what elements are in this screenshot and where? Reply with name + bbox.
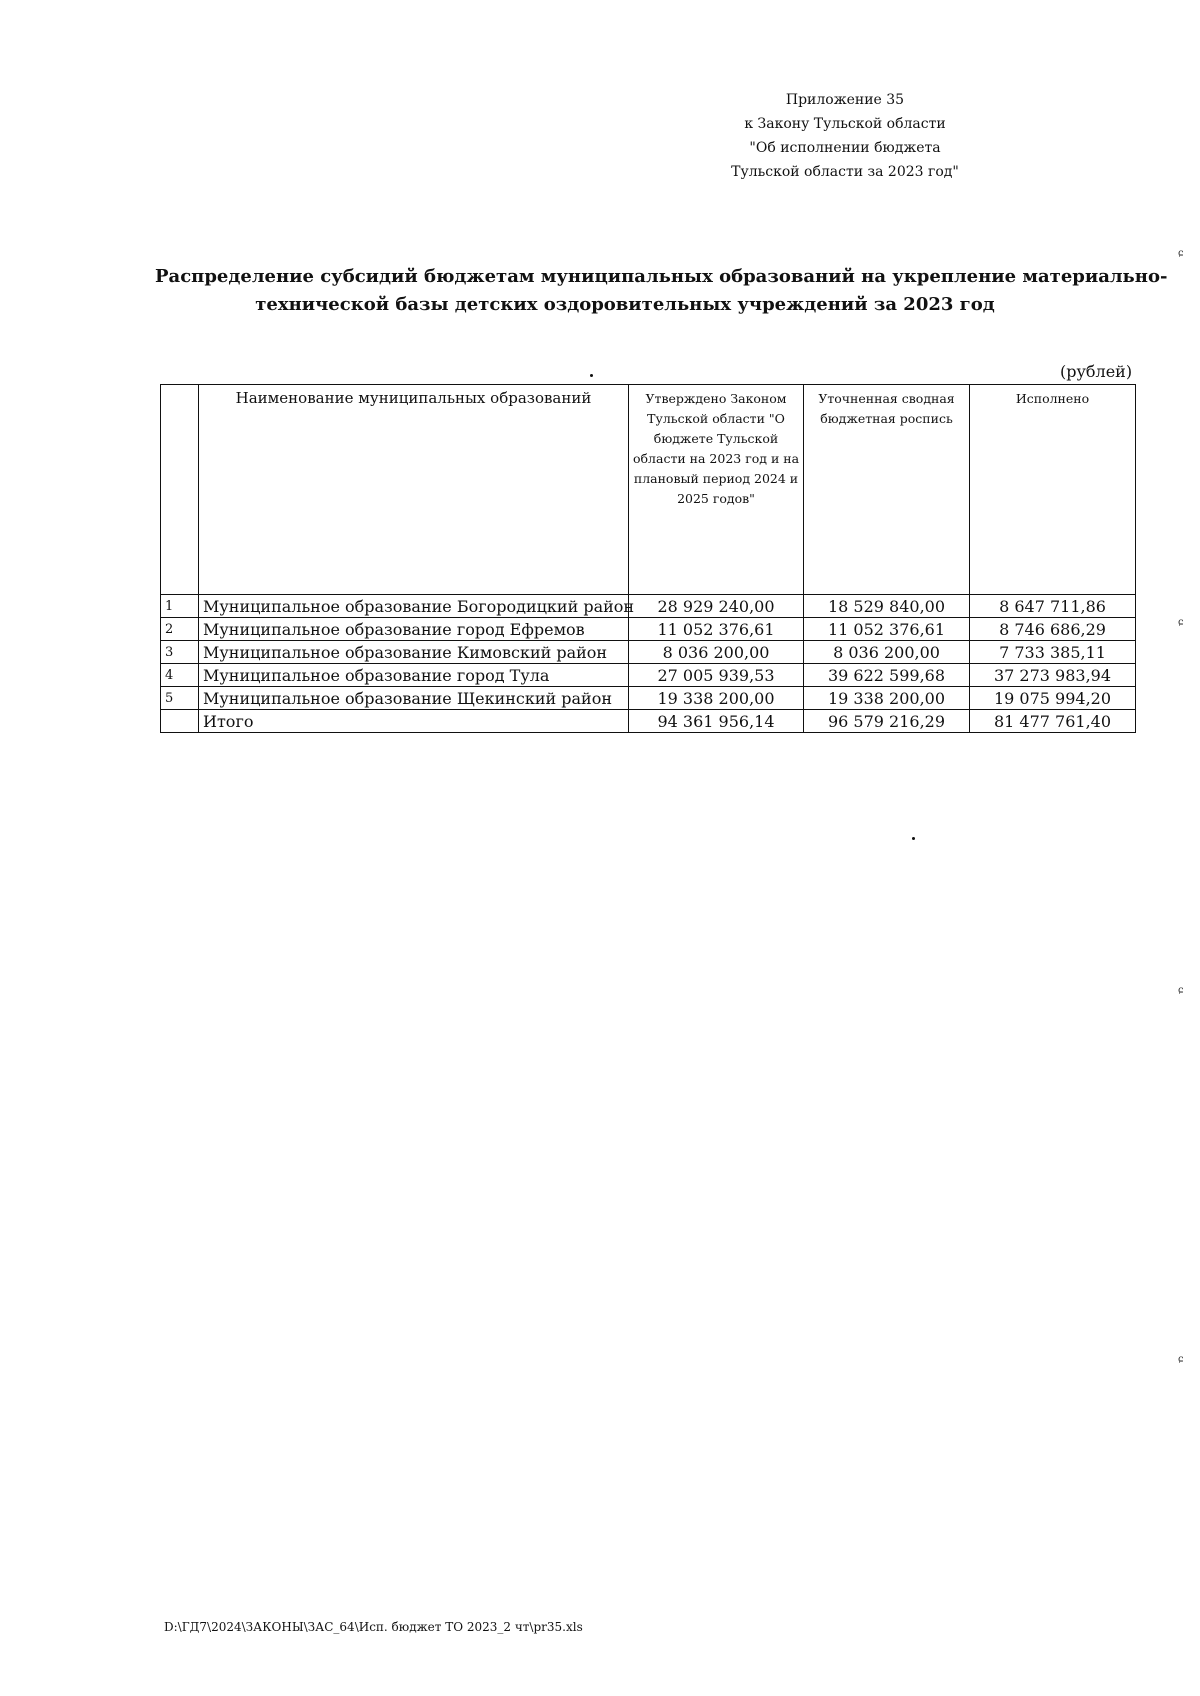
row-revised: 18 529 840,00 (804, 595, 970, 618)
row-number: 1 (161, 595, 199, 618)
table-row (161, 664, 1136, 687)
row-executed: 8 647 711,86 (970, 595, 1136, 618)
row-approved: 28 929 240,00 (629, 595, 804, 618)
appendix-line-1: Приложение 35 (785, 92, 905, 108)
row-executed: 19 075 994,20 (970, 687, 1136, 710)
total-approved: 94 361 956,14 (629, 710, 804, 733)
total-executed: 81 477 761,40 (970, 710, 1136, 733)
table-header-row (161, 385, 1136, 595)
row-name: Муниципальное образование Кимовский район (199, 641, 629, 664)
total-revised: 96 579 216,29 (804, 710, 970, 733)
header-approved-line: Тульской области "О (647, 411, 785, 426)
row-number: 5 (161, 687, 199, 710)
row-executed: 8 746 686,29 (970, 618, 1136, 641)
row-revised: 39 622 599,68 (804, 664, 970, 687)
header-revised-line: Уточненная сводная (818, 391, 955, 406)
appendix-line-2: к Закону Тульской области (744, 116, 946, 132)
total-number (161, 710, 199, 733)
row-name: Муниципальное образование город Ефремов (199, 618, 629, 641)
row-name: Муниципальное образование город Тула (199, 664, 629, 687)
table-total-row (161, 710, 1136, 733)
row-revised: 19 338 200,00 (804, 687, 970, 710)
table-row (161, 687, 1136, 710)
appendix-line-4: Тульской области за 2023 год" (731, 164, 959, 180)
margin-mark: ɕ (1178, 617, 1184, 628)
footer-file-path: D:\ГД7\2024\ЗАКОНЫ\ЗАС_64\Исп. бюджет ТО 2023_2 чт\pr35.xls (164, 1620, 583, 1634)
units-label: (рублей) (1060, 362, 1133, 381)
subsidy-table (160, 384, 1136, 733)
header-approved-line: плановый период 2024 и (633, 471, 799, 486)
appendix-line-3: "Об исполнении бюджета (749, 140, 941, 156)
scan-speck (590, 374, 593, 377)
appendix-reference (700, 88, 990, 184)
row-approved: 11 052 376,61 (629, 618, 804, 641)
document-title (155, 263, 1168, 319)
row-number: 3 (161, 641, 199, 664)
header-approved (629, 385, 804, 595)
header-approved-line: области на 2023 год и на (633, 451, 800, 466)
header-executed: Исполнено (970, 385, 1136, 595)
header-approved-line: 2025 годов" (677, 491, 755, 506)
scan-speck (912, 837, 915, 840)
header-approved-line: Утверждено Законом (645, 391, 787, 406)
margin-mark: ɕ (1178, 985, 1184, 996)
header-revised-line: бюджетная роспись (820, 411, 953, 426)
row-executed: 37 273 983,94 (970, 664, 1136, 687)
row-revised: 11 052 376,61 (804, 618, 970, 641)
row-revised: 8 036 200,00 (804, 641, 970, 664)
title-line-1: Распределение субсидий бюджетам муниципальных образований на укрепление материально- (155, 266, 1168, 287)
header-number (161, 385, 199, 595)
row-number: 2 (161, 618, 199, 641)
row-approved: 27 005 939,53 (629, 664, 804, 687)
title-line-2: технической базы детских оздоровительных учреждений за 2023 год (255, 294, 995, 315)
row-name: Муниципальное образование Богородицкий район (199, 595, 629, 618)
header-approved-line: бюджете Тульской (653, 431, 779, 446)
row-approved: 8 036 200,00 (629, 641, 804, 664)
row-approved: 19 338 200,00 (629, 687, 804, 710)
header-name: Наименование муниципальных образований (199, 385, 629, 595)
row-executed: 7 733 385,11 (970, 641, 1136, 664)
total-label: Итого (199, 710, 629, 733)
table-row (161, 618, 1136, 641)
table-row (161, 641, 1136, 664)
header-revised (804, 385, 970, 595)
table-row (161, 595, 1136, 618)
row-name: Муниципальное образование Щекинский район (199, 687, 629, 710)
row-number: 4 (161, 664, 199, 687)
margin-mark: ɕ (1178, 1354, 1184, 1365)
margin-mark: ɕ (1178, 248, 1184, 259)
